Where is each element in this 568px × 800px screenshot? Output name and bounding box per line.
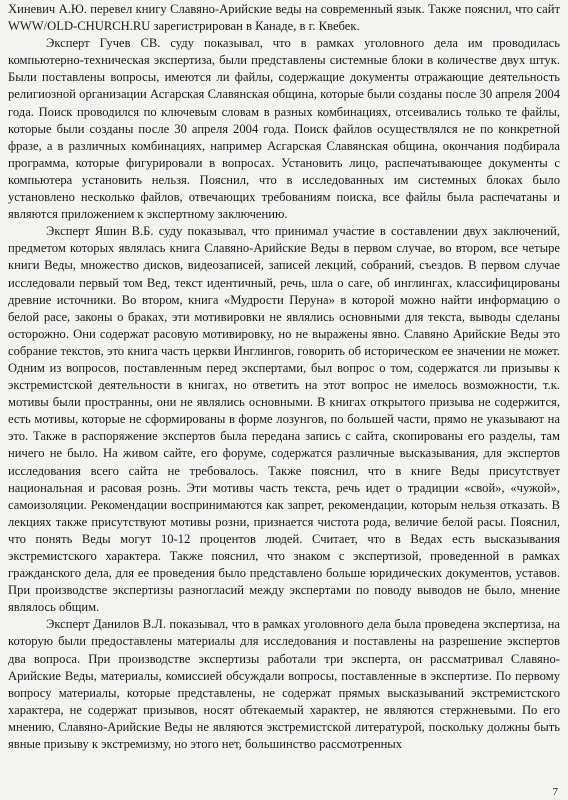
paragraph-expert-danilov: Эксперт Данилов В.Л. показывал, что в рамках уголовного дела была проведена экспертиза, на которую были предоставлены материалы для исследования и поставлены на разрешение экспертов два вопроса. При производстве экспертизы работали три эксперта, он рассматривал Славяно-Арийские Веды, материалы, комиссией обсуждали вопросы, поставленные в экспертизе. По первому вопросу материалы, которые представлены, не содержат прямых высказываний экстремистского характера, не содержат призывов, носят обтекаемый характер, не являются стержневыми. По его мнению, Славяно-Арийские Веды не являются экстремистской литературой, поскольку должны быть явные призыву к экстремизму, но этого нет, большинство рассмотренных xyxy=(8,617,560,752)
page-number: 7 xyxy=(552,786,558,798)
paragraph-expert-yashin: Эксперт Яшин В.Б. суду показывал, что принимал участие в составлении двух заключений, предметом которых являлась книга Славяно-Арийские Веды в первом случае, во втором, все четыре книги Веды, множество дисков, видеозаписей, записей лекций, собраний, съездов. В первом случае исследовали первый том Вед, текст идентичный, речь, шла о саге, об инглингах, классифицированы древние источники. Во втором, книга «Мудрости Перуна» в которой можно найти информацию о белой расе, законы о браках, эти мотивировки не являлись основными для текста, выводы сделаны осторожно. Они содержат расовую мотивировку, но не выражены явно. Славяно Арийские Веды это собрание текстов, это книга часть церкви Инглингов, говорить об историческом ее значении не может. Одним из вопросов, поставленным перед экспертами, был вопрос о том, содержатся ли призывы к экстремистской деятельности в книгах, но ответить на этот вопрос не имелось возможности, т.к. мотивы были пространны, они не являлись основными. В книгах открытого призыва не содержится, есть мотивы, которые не сформированы в форме лозунгов, по большей части, прямо не указывают на это. Также в распоряжение экспертов была передана запись с сайта, скопированы его разделы, там ничего не было. На живом сайте, его форуме, содержатся различные высказывания, для экспертов исследования всего сайта не требовалось. Также пояснил, что в книге Веды присутствует национальная и расовая рознь. Эти мотивы часть текста, речь идет о традиции «свой», «чужой», самоизоляции. Рекомендации воспринимаются как запрет, рекомендации, которым нельзя отказать. В лекциях также присутствуют мотивы розни, признается чистота рода, величие белой расы. Пояснил, что понять Веды могут 10-12 процентов людей. Считает, что в Ведах есть высказывания экстремистского характера. Также пояснил, что знаком с экспертизой, проведенной в рамках гражданского дела, для ее проведения было представлено больше юридических документов, уставов. При производстве экспертизы разногласий между экспертами по поводу выводов не было, мнение являлось общим. xyxy=(8,224,560,615)
paragraph-khinevich: Хиневич А.Ю. перевел книгу Славяно-Арийские веды на современный язык. Также пояснил, что сайт WWW/OLD-CHURCH.RU зарегистрирован в Канаде, в г. Квебек. xyxy=(8,2,560,34)
paragraph-expert-guchev: Эксперт Гучев СВ. суду показывал, что в рамках уголовного дела им проводилась компьютерно-техническая экспертиза, были представлены системные блоки в количестве двух штук. Были поставлены вопросы, имеются ли файлы, содержащие документы отражающие деятельность религиозной организации Асгарская Славянская община, которые были созданы после 30 апреля 2004 года. Поиск проводился по ключевым словам в разных комбинациях, отсеивались только те файлы, которые были созданы после 30 апреля 2004 года. Поиск файлов осуществлялся не по конкретной фразе, а в различных комбинациях, например Асгарская Славянская община, окончания подбирала программа, которые фигурировали в вопросах. Установить лицо, распечатывающее документы с компьютера установить нельзя. Пояснил, что в исследованных им системных блоках было установлено несколько файлов, отвечающих требованиям поиска, все файлы была распечатаны и являются приложением к экспертному заключению. xyxy=(8,36,560,222)
